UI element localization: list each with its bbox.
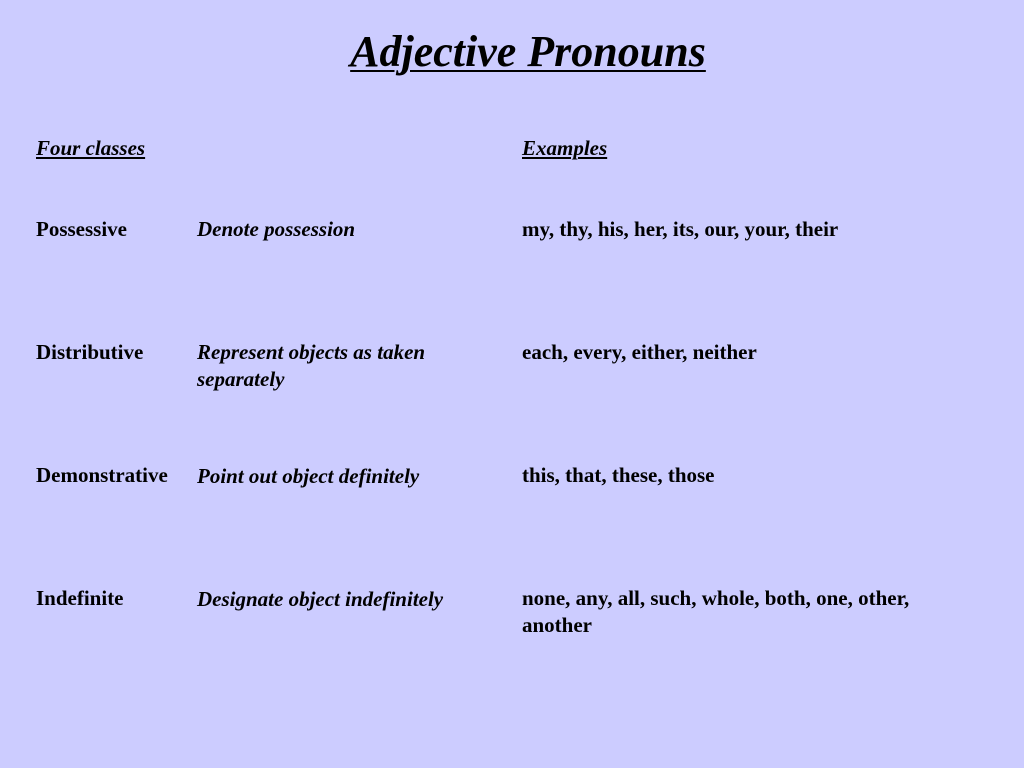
header-four-classes: Four classes xyxy=(36,136,146,160)
class-examples: this, that, these, those xyxy=(522,463,715,487)
class-description: Denote possession xyxy=(197,217,356,241)
class-examples: none, any, all, such, whole, both, one, other, another xyxy=(522,586,910,637)
class-description: Represent objects as taken separately xyxy=(197,340,426,391)
class-name: Distributive xyxy=(36,340,144,364)
header-examples: Examples xyxy=(522,136,608,160)
class-examples: my, thy, his, her, its, our, your, their xyxy=(522,217,839,241)
class-name: Indefinite xyxy=(36,586,124,610)
class-name: Demonstrative xyxy=(36,463,168,487)
class-description: Designate object indefinitely xyxy=(197,587,444,611)
class-description: Point out object definitely xyxy=(197,464,420,488)
slide-title: Adjective Pronouns xyxy=(350,27,706,76)
class-name: Possessive xyxy=(36,217,127,241)
class-examples: each, every, either, neither xyxy=(522,340,757,364)
